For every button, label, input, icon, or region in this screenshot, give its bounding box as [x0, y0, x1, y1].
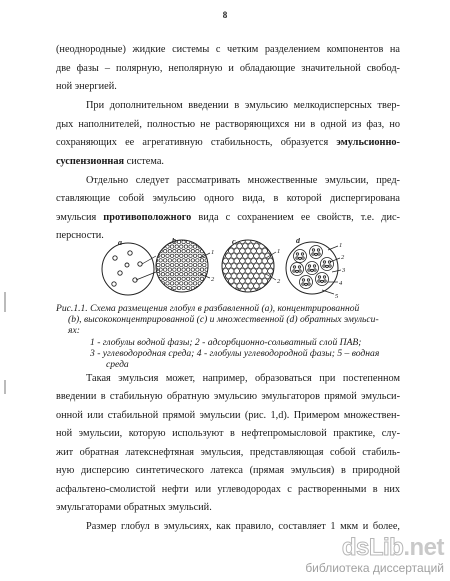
water-globule [161, 263, 164, 266]
deformed-globule [268, 239, 274, 244]
panel-label-c: c [232, 238, 236, 246]
inner-water-globule [318, 280, 320, 282]
water-globule [200, 240, 203, 243]
water-globule [154, 277, 157, 280]
water-globule [184, 254, 187, 257]
water-globule [170, 245, 173, 248]
deformed-globule [234, 249, 240, 254]
panel-label-d: d [296, 238, 300, 245]
deformed-globule [251, 259, 257, 264]
water-globule [184, 245, 187, 248]
callout-c-2: 2 [277, 278, 281, 285]
inner-water-globule [301, 253, 303, 255]
deformed-globule [270, 264, 276, 269]
deformed-globule [256, 249, 262, 254]
water-globule [164, 277, 167, 280]
deformed-globule [265, 244, 271, 249]
deformed-globule [259, 274, 265, 279]
paragraph-4-line-3: онной или стабильной прямой эмульсии (рис. 1,d). Примером множествен- [56, 410, 400, 421]
water-globule [184, 282, 187, 285]
water-globule [173, 259, 176, 262]
water-globule [187, 259, 190, 262]
callout-d-1: 1 [339, 242, 343, 249]
water-globule [196, 259, 199, 262]
deformed-globule [248, 284, 254, 289]
term-emulsion-suspension-2: суспензионная [56, 156, 125, 167]
water-globule [164, 250, 167, 253]
water-globule [166, 254, 169, 257]
water-globule [187, 250, 190, 253]
deformed-globule [234, 279, 240, 284]
deformed-globule [262, 289, 268, 294]
callout-d-5: 5 [335, 293, 339, 300]
deformed-globule [262, 259, 268, 264]
inner-water-globule [312, 249, 314, 251]
water-globule [180, 282, 183, 285]
caption-line-6: среда [106, 359, 129, 370]
water-globule [177, 250, 180, 253]
deformed-globule [254, 254, 260, 259]
water-globule [203, 282, 206, 285]
deformed-globule [217, 289, 223, 294]
water-globule [182, 250, 185, 253]
panel-c-highly-concentrated-emulsion [217, 239, 279, 294]
deformed-globule [245, 239, 251, 244]
deformed-globule [245, 279, 251, 284]
water-globule [170, 254, 173, 257]
inner-water-globule [311, 269, 313, 271]
deformed-globule [240, 269, 246, 274]
water-globule [189, 254, 192, 257]
inner-water-globule [314, 269, 316, 271]
panel-b-concentrated-emulsion [154, 240, 210, 292]
deformed-globule [254, 244, 260, 249]
water-globule [193, 273, 196, 276]
deformed-globule [262, 269, 268, 274]
deformed-globule [268, 269, 274, 274]
water-globule [200, 259, 203, 262]
deformed-globule [268, 259, 274, 264]
paragraph-3-line-2: ставляющие собой эмульсию одного вида, в которой диспергирована [56, 193, 400, 204]
paragraph-1-line-3: ной энергией. [56, 81, 117, 92]
scan-margin-mark [4, 292, 6, 312]
inner-water-globule [308, 283, 310, 285]
deformed-globule [259, 254, 265, 259]
paragraph-4-line-4: ной эмульсии, которую используют в нефтепромысловой практике, слу- [56, 428, 400, 439]
deformed-globule [223, 289, 229, 294]
paragraph-4-line-1: Такая эмульсия может, например, образоваться при постепенном [86, 373, 400, 384]
dslib-logo: dsLib.net [341, 534, 444, 561]
paragraph-1-line-1: (неоднородные) жидкие системы с четким разделением компонентов на [56, 44, 400, 55]
water-globule [196, 250, 199, 253]
water-globule [182, 259, 185, 262]
inner-water-globule [296, 257, 298, 259]
water-globule [168, 250, 171, 253]
water-globule [193, 263, 196, 266]
water-globule [168, 277, 171, 280]
water-globule [189, 245, 192, 248]
water-globule [189, 282, 192, 285]
deformed-globule [240, 249, 246, 254]
water-globule [200, 286, 203, 289]
caption-line-2: (b), высококонцентрированной (с) и множественной (d) обратных эмульси- [68, 314, 379, 325]
dslib-subtitle: библиотека диссертаций [305, 561, 444, 575]
paragraph-4-line-7: асфальтено-смолистой нефти или углеводородах с растворенными в них [56, 484, 400, 495]
water-globule [193, 245, 196, 248]
paragraph-3-line-4: персности. [56, 230, 104, 241]
paragraph-3-line-1: Отдельно следует рассматривать множественные эмульсии, пред- [86, 175, 400, 186]
deformed-globule [231, 264, 237, 269]
water-globule [205, 240, 208, 243]
deformed-globule [262, 279, 268, 284]
water-globule [177, 240, 180, 243]
inner-water-globule [317, 249, 319, 251]
water-globule [187, 286, 190, 289]
deformed-globule [245, 249, 251, 254]
paragraph-4-line-6: ную дисперсию синтетического латекса (прямая эмульсия) в природной [56, 465, 400, 476]
deformed-globule [228, 289, 234, 294]
water-globule [182, 277, 185, 280]
deformed-globule [234, 269, 240, 274]
deformed-globule [256, 269, 262, 274]
water-globule [173, 286, 176, 289]
inner-water-globule [321, 280, 323, 282]
water-globule [159, 240, 162, 243]
deformed-globule [262, 239, 268, 244]
water-globule [175, 263, 178, 266]
deformed-globule [265, 284, 271, 289]
deformed-globule [228, 269, 234, 274]
deformed-globule [226, 254, 232, 259]
deformed-globule [226, 274, 232, 279]
water-globule [189, 273, 192, 276]
water-globule [173, 250, 176, 253]
deformed-globule [248, 264, 254, 269]
water-globule [191, 277, 194, 280]
water-globule [180, 263, 183, 266]
water-globule [191, 259, 194, 262]
water-globule [177, 268, 180, 271]
water-globule [166, 245, 169, 248]
deformed-globule [254, 284, 260, 289]
callout-b-2: 2 [211, 276, 215, 283]
inner-water-globule [323, 276, 325, 278]
inner-water-globule [308, 265, 310, 267]
water-globule [182, 240, 185, 243]
inner-water-globule [299, 257, 301, 259]
callout-c-1: 1 [277, 248, 281, 255]
deformed-globule [245, 259, 251, 264]
water-globule [191, 250, 194, 253]
inner-water-globule [329, 265, 331, 267]
inner-water-globule [318, 253, 320, 255]
paragraph-4-line-2: введении в стабильную обратную эмульсию эмульгаторов прямой эмульси- [56, 391, 400, 402]
hydrocarbon-globule [321, 258, 334, 271]
hydrocarbon-globule [294, 250, 307, 263]
callout-b-1: 1 [211, 249, 215, 256]
inner-water-globule [315, 253, 317, 255]
deformed-globule [242, 244, 248, 249]
hydrocarbon-globule [291, 263, 304, 276]
deformed-globule [245, 269, 251, 274]
deformed-globule [259, 264, 265, 269]
term-opposite: противоположного [103, 212, 192, 223]
deformed-globule [251, 279, 257, 284]
callout-d-2: 2 [341, 254, 345, 261]
deformed-globule [217, 249, 223, 254]
hydrocarbon-globule [300, 276, 313, 289]
deformed-globule [237, 274, 243, 279]
callout-d-4: 4 [339, 280, 343, 287]
paragraph-3-line-3-text-a: эмульсия [56, 212, 97, 223]
water-globule [196, 277, 199, 280]
water-globule [200, 268, 203, 271]
deformed-globule [226, 264, 232, 269]
water-globule [189, 263, 192, 266]
water-globule [164, 268, 167, 271]
deformed-globule [228, 249, 234, 254]
inner-water-globule [313, 265, 315, 267]
water-globule [168, 259, 171, 262]
panel-d-multiple-emulsion [286, 242, 341, 294]
water-globule [205, 286, 208, 289]
water-globule [164, 259, 167, 262]
water-globule [166, 263, 169, 266]
water-globule [166, 282, 169, 285]
water-globule [196, 268, 199, 271]
emulsion-diagram [100, 238, 350, 300]
water-globule [184, 273, 187, 276]
water-globule [159, 286, 162, 289]
paragraph-3-line-3-text-b: вида с сохранением ее свойств, т.е. дис- [198, 212, 400, 223]
deformed-globule [220, 264, 226, 269]
deformed-globule [220, 284, 226, 289]
inner-water-globule [302, 279, 304, 281]
inner-water-globule [324, 280, 326, 282]
panel-label-a: a [118, 238, 122, 247]
water-globule [157, 245, 160, 248]
deformed-globule [228, 279, 234, 284]
water-globule [196, 240, 199, 243]
water-globule [175, 254, 178, 257]
inner-water-globule [312, 253, 314, 255]
deformed-globule [265, 264, 271, 269]
deformed-globule [242, 274, 248, 279]
deformed-globule [234, 259, 240, 264]
water-globule [173, 277, 176, 280]
deformed-globule [242, 264, 248, 269]
water-globule [180, 254, 183, 257]
water-globule [205, 250, 208, 253]
paragraph-2-line-2: дых наполнителей, полностью не растворяющихся ни в одной из фаз, но [56, 119, 400, 130]
deformed-globule [231, 254, 237, 259]
paragraph-3-line-3 [56, 212, 400, 224]
deformed-globule [228, 259, 234, 264]
water-globule [170, 273, 173, 276]
paragraph-2-line-3 [56, 137, 400, 149]
deformed-globule [248, 274, 254, 279]
hydrocarbon-globule [310, 246, 323, 259]
inner-water-globule [323, 261, 325, 263]
inner-water-globule [298, 266, 300, 268]
water-globule [198, 254, 201, 257]
deformed-globule [254, 274, 260, 279]
deformed-globule [223, 259, 229, 264]
deformed-globule [223, 269, 229, 274]
water-globule [180, 245, 183, 248]
inner-water-globule [305, 283, 307, 285]
paragraph-2-line-4-text: система. [126, 156, 164, 167]
water-globule [193, 282, 196, 285]
water-globule [161, 273, 164, 276]
panel-label-b: b [172, 238, 176, 245]
deformed-globule [217, 239, 223, 244]
inner-water-globule [299, 270, 301, 272]
water-globule [161, 254, 164, 257]
water-globule [175, 273, 178, 276]
inner-water-globule [296, 253, 298, 255]
water-globule [175, 245, 178, 248]
deformed-globule [237, 254, 243, 259]
water-globule [177, 286, 180, 289]
caption-line-4: 1 - глобулы водной фазы; 2 - адсорбционно-сольватный слой ПАВ; [90, 337, 362, 348]
inner-water-globule [293, 266, 295, 268]
callout-a-1: 1 [157, 252, 161, 259]
inner-water-globule [293, 270, 295, 272]
dslib-watermark [305, 536, 444, 575]
deformed-globule [256, 259, 262, 264]
water-globule [170, 263, 173, 266]
deformed-globule [273, 289, 279, 294]
deformed-globule [231, 274, 237, 279]
water-globule [166, 273, 169, 276]
water-globule [184, 263, 187, 266]
deformed-globule [245, 289, 251, 294]
deformed-globule [270, 284, 276, 289]
deformed-globule [270, 244, 276, 249]
paragraph-4-line-8: эмульгаторами обратных эмульсий. [56, 502, 212, 513]
water-globule [157, 282, 160, 285]
deformed-globule [248, 254, 254, 259]
water-globule [159, 259, 162, 262]
deformed-globule [220, 244, 226, 249]
water-globule [191, 268, 194, 271]
deformed-globule [226, 244, 232, 249]
paragraph-5-line-1: Размер глобул в эмульсиях, как правило, составляет 1 мкм и более, [86, 521, 400, 532]
deformed-globule [248, 244, 254, 249]
water-globule [187, 277, 190, 280]
caption-line-3: ях: [68, 325, 80, 336]
inner-water-globule [308, 269, 310, 271]
deformed-globule [256, 279, 262, 284]
inner-water-globule [302, 283, 304, 285]
water-globule [177, 277, 180, 280]
water-globule [154, 286, 157, 289]
caption-line-5: 3 - углеводородная среда; 4 - глобулы углеводородной фазы; 5 – водная [90, 348, 380, 359]
deformed-globule [251, 269, 257, 274]
water-globule [193, 254, 196, 257]
deformed-globule [262, 249, 268, 254]
callout-d-3: 3 [342, 267, 346, 274]
page-number: 8 [222, 10, 228, 20]
water-globule [203, 263, 206, 266]
water-globule [164, 240, 167, 243]
deformed-globule [273, 239, 279, 244]
inner-water-globule [323, 265, 325, 267]
deformed-globule [242, 254, 248, 259]
scan-margin-mark [4, 380, 6, 394]
paragraph-4-line-5: жит обратная латекснефтяная эмульсия, представляющая собой стабиль- [56, 447, 400, 458]
deformed-globule [237, 244, 243, 249]
inner-water-globule [326, 265, 328, 267]
deformed-globule [240, 279, 246, 284]
panel-a-dilute-emulsion [102, 243, 156, 295]
paragraph-2-line-4 [56, 156, 164, 168]
water-globule [182, 268, 185, 271]
paragraph-2-line-3-text: сохраняющих ее агрегативную стабильность, образуется [56, 137, 329, 148]
water-globule [200, 277, 203, 280]
hydrocarbon-globule [306, 262, 319, 275]
inner-water-globule [307, 279, 309, 281]
term-emulsion-suspension-1: эмульсионно- [336, 137, 400, 148]
deformed-globule [223, 239, 229, 244]
caption-line-1: Рис.1.1. Схема размещения глобул в разбавленной (а), концентрированной [56, 303, 360, 314]
water-globule [177, 259, 180, 262]
deformed-globule [268, 289, 274, 294]
water-globule [157, 263, 160, 266]
paragraph-1-line-2: две фазы – полярную, неполярную и обладающие значительной свобод- [56, 63, 400, 74]
water-globule [168, 268, 171, 271]
deformed-globule [237, 284, 243, 289]
deformed-globule [237, 264, 243, 269]
water-globule [198, 263, 201, 266]
deformed-globule [226, 284, 232, 289]
water-globule [203, 245, 206, 248]
inner-water-globule [318, 276, 320, 278]
inner-water-globule [296, 270, 298, 272]
deformed-globule [217, 279, 223, 284]
water-globule [173, 268, 176, 271]
callout-a-2: 3 [157, 268, 161, 275]
inner-water-globule [302, 257, 304, 259]
deformed-globule [254, 264, 260, 269]
paragraph-2-line-1: При дополнительном введении в эмульсию мелкодисперсных твер- [86, 100, 400, 111]
water-globule [180, 273, 183, 276]
water-globule [175, 282, 178, 285]
hydrocarbon-globule [316, 273, 329, 286]
deformed-globule [240, 259, 246, 264]
deformed-globule [242, 284, 248, 289]
deformed-globule [251, 249, 257, 254]
water-globule [154, 240, 157, 243]
water-globule [187, 268, 190, 271]
water-globule [182, 286, 185, 289]
water-globule [170, 282, 173, 285]
